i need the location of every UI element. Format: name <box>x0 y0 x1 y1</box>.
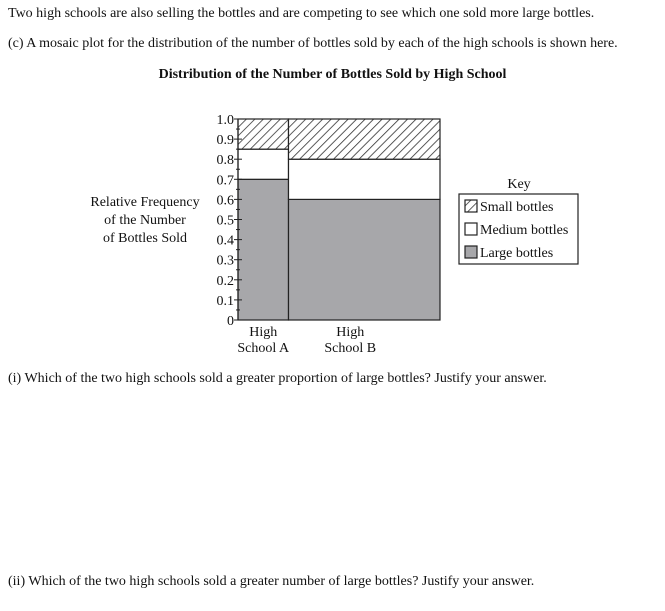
y-tick-label: 0.5 <box>216 213 234 229</box>
y-tick-label: 1.0 <box>216 113 234 128</box>
tile-small-bottles-col1 <box>238 119 289 149</box>
part-c-text: (c) A mosaic plot for the distribution of the number of bottles sold by each of the high schools is shown here. <box>8 36 618 51</box>
legend-swatch-medium-bottles <box>465 223 477 235</box>
column-label: School A <box>237 341 290 356</box>
tile-large-bottles-col2 <box>289 199 441 320</box>
legend-label-large-bottles: Large bottles <box>480 246 554 261</box>
legend-title: Key <box>507 177 531 192</box>
legend-swatch-small-bottles <box>465 200 477 212</box>
column-label: High <box>249 325 278 340</box>
tile-small-bottles-col2 <box>289 119 441 159</box>
chart-title: Distribution of the Number of Bottles Sold by High School <box>158 67 507 82</box>
y-tick-label: 0.3 <box>216 253 234 269</box>
tile-medium-bottles-col2 <box>289 159 441 199</box>
answer-space-ii <box>8 596 648 608</box>
y-tick-label: 0.4 <box>216 233 234 249</box>
column-label: High <box>336 325 365 340</box>
question-i: (i) Which of the two high schools sold a greater proportion of large bottles? Justify your answer. <box>8 371 547 386</box>
legend-label-medium-bottles: Medium bottles <box>480 223 569 238</box>
y-tick-label: 0.1 <box>216 293 234 309</box>
tile-medium-bottles-col1 <box>238 149 289 179</box>
y-axis-label-line: of Bottles Sold <box>102 231 187 246</box>
y-tick-label: 0.6 <box>216 193 234 209</box>
y-tick-label: 0.7 <box>216 173 234 189</box>
y-tick-label: 0 <box>227 314 234 329</box>
y-tick-label: 0.9 <box>216 133 234 149</box>
problem-intro: Two high schools are also selling the bottles and are competing to see which one sold more large bottles. <box>8 6 595 21</box>
y-axis-label-line: Relative Frequency <box>90 195 200 210</box>
y-tick-label: 0.2 <box>216 273 234 289</box>
legend-swatch-large-bottles <box>465 246 477 258</box>
tile-large-bottles-col1 <box>238 179 289 320</box>
y-tick-label: 0.8 <box>216 153 234 169</box>
column-label: School B <box>324 341 377 356</box>
y-axis-label-line: of the Number <box>104 213 186 228</box>
answer-space-i <box>8 395 648 565</box>
legend-label-small-bottles: Small bottles <box>480 200 554 215</box>
question-ii: (ii) Which of the two high schools sold a greater number of large bottles? Justify your answer. <box>8 574 535 589</box>
